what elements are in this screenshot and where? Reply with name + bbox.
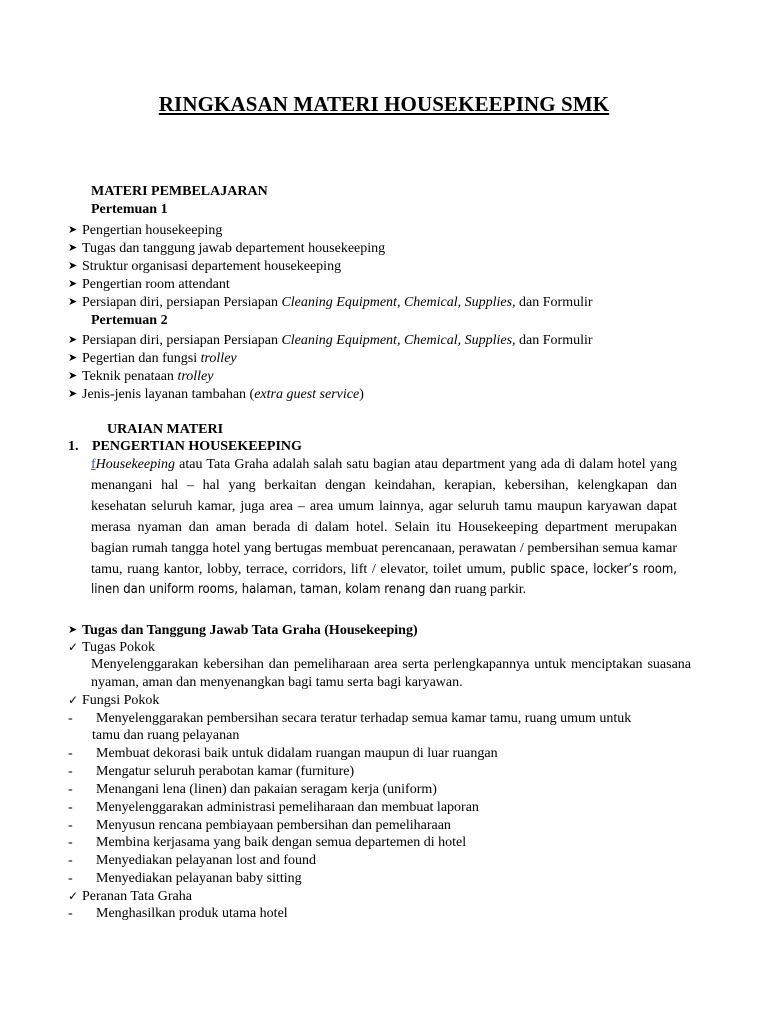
list-item: - Membuat dekorasi baik untuk didalam ruangan maupun di luar ruangan xyxy=(68,746,498,761)
list-item: - Menyediakan pelayanan baby sitting xyxy=(68,871,302,886)
arrow-bullet-icon: ➤ xyxy=(68,259,78,272)
arrow-bullet-icon: ➤ xyxy=(68,295,78,308)
list-item: - Membina kerjasama yang baik dengan semua departemen di hotel xyxy=(68,835,467,850)
check-bullet-icon: ✓ xyxy=(68,693,79,707)
check-bullet-icon: ✓ xyxy=(68,889,79,903)
tugas-pokok-label: ✓ Tugas Pokok xyxy=(68,640,156,655)
list-item: - Mengatur seluruh perabotan kamar (furniture) xyxy=(68,764,355,779)
check-bullet-icon: ✓ xyxy=(68,640,79,654)
arrow-bullet-icon: ➤ xyxy=(68,241,78,254)
list-item: - Menangani lena (linen) dan pakaian seragam kerja (uniform) xyxy=(68,782,437,797)
arrow-bullet-icon: ➤ xyxy=(68,369,78,382)
uraian-heading: URAIAN MATERI xyxy=(107,422,224,437)
list-item: ➤ Teknik penataan trolley xyxy=(68,369,214,384)
section-1-heading: 1. PENGERTIAN HOUSEKEEPING xyxy=(68,439,302,454)
list-item: ➤ Pengertian housekeeping xyxy=(68,223,223,238)
list-item: ➤ Persiapan diri, persiapan Persiapan Cleaning Equipment, Chemical, Supplies, dan Formulir xyxy=(68,333,593,348)
materi-heading: MATERI PEMBELAJARAN xyxy=(91,184,268,199)
arrow-bullet-icon: ➤ xyxy=(68,351,78,364)
list-item: ➤ Tugas dan tanggung jawab departement housekeeping xyxy=(68,241,386,256)
arrow-bullet-icon: ➤ xyxy=(68,387,78,400)
arrow-bullet-icon: ➤ xyxy=(68,333,78,346)
list-item: ➤ Pegertian dan fungsi trolley xyxy=(68,351,237,366)
list-item: - Menyelenggarakan administrasi pemeliharaan dan membuat laporan xyxy=(68,800,479,815)
peranan-label: ✓ Peranan Tata Graha xyxy=(68,889,192,904)
arrow-bullet-icon: ➤ xyxy=(68,277,78,290)
meeting-2-heading: Pertemuan 2 xyxy=(91,313,168,328)
page-title: RINGKASAN MATERI HOUSEKEEPING SMK xyxy=(158,92,610,116)
list-item: - Menyediakan pelayanan lost and found xyxy=(68,853,317,868)
list-item: ➤ Persiapan diri, persiapan Persiapan Cleaning Equipment, Chemical, Supplies, dan Formulir xyxy=(68,295,593,310)
list-item-continuation: tamu dan ruang pelayanan xyxy=(92,728,240,743)
tugas-pokok-text: Menyelenggarakan kebersihan dan pemeliharaan area serta perlengkapannya untuk menciptakan suasana nyaman, aman dan menyenangkan bagi tamu serta bagi karyawan. xyxy=(91,657,691,690)
list-item: ➤ Struktur organisasi departement housekeeping xyxy=(68,259,342,274)
arrow-bullet-icon: ➤ xyxy=(68,623,78,636)
list-item: ➤ Pengertian room attendant xyxy=(68,277,230,292)
meeting-1-heading: Pertemuan 1 xyxy=(91,202,168,217)
list-item: - Menyelenggarakan pembersihan secara teratur terhadap semua kamar tamu, ruang umum untuk xyxy=(68,711,632,726)
list-item: - Menyusun rencana pembiayaan pembersihan dan pemeliharaan xyxy=(68,818,451,833)
list-item: ➤ Jenis-jenis layanan tambahan (extra guest service) xyxy=(68,387,364,402)
housekeeping-definition-paragraph: fHousekeeping atau Tata Graha adalah salah satu bagian atau department yang ada di dalam hotel yang menangani hal – hal yang berkaitan dengan keindahan, kerapian, kebersihan, kelengkapan dan kesehatan seluruh kamar, juga area – area umum lainnya, agar seluruh tamu maupun karyawan dapat merasa nyaman dan aman berada di dalam hotel. Selain itu Housekeeping department merupakan bagian rumah tangga hotel yang bertugas membuat perencanaan, perawatan / pembersihan semua kamar tamu, ruang kantor, lobby, terrace, corridors, lift / elevator, toilet umum, public space, locker’s room, linen dan uniform rooms, halaman, taman, kolam renang dan ruang parkir. xyxy=(91,457,677,598)
arrow-bullet-icon: ➤ xyxy=(68,223,78,236)
fungsi-pokok-label: ✓ Fungsi Pokok xyxy=(68,693,160,708)
tugas-heading: ➤ Tugas dan Tanggung Jawab Tata Graha (Housekeeping) xyxy=(68,623,418,638)
list-item: - Menghasilkan produk utama hotel xyxy=(68,906,288,921)
